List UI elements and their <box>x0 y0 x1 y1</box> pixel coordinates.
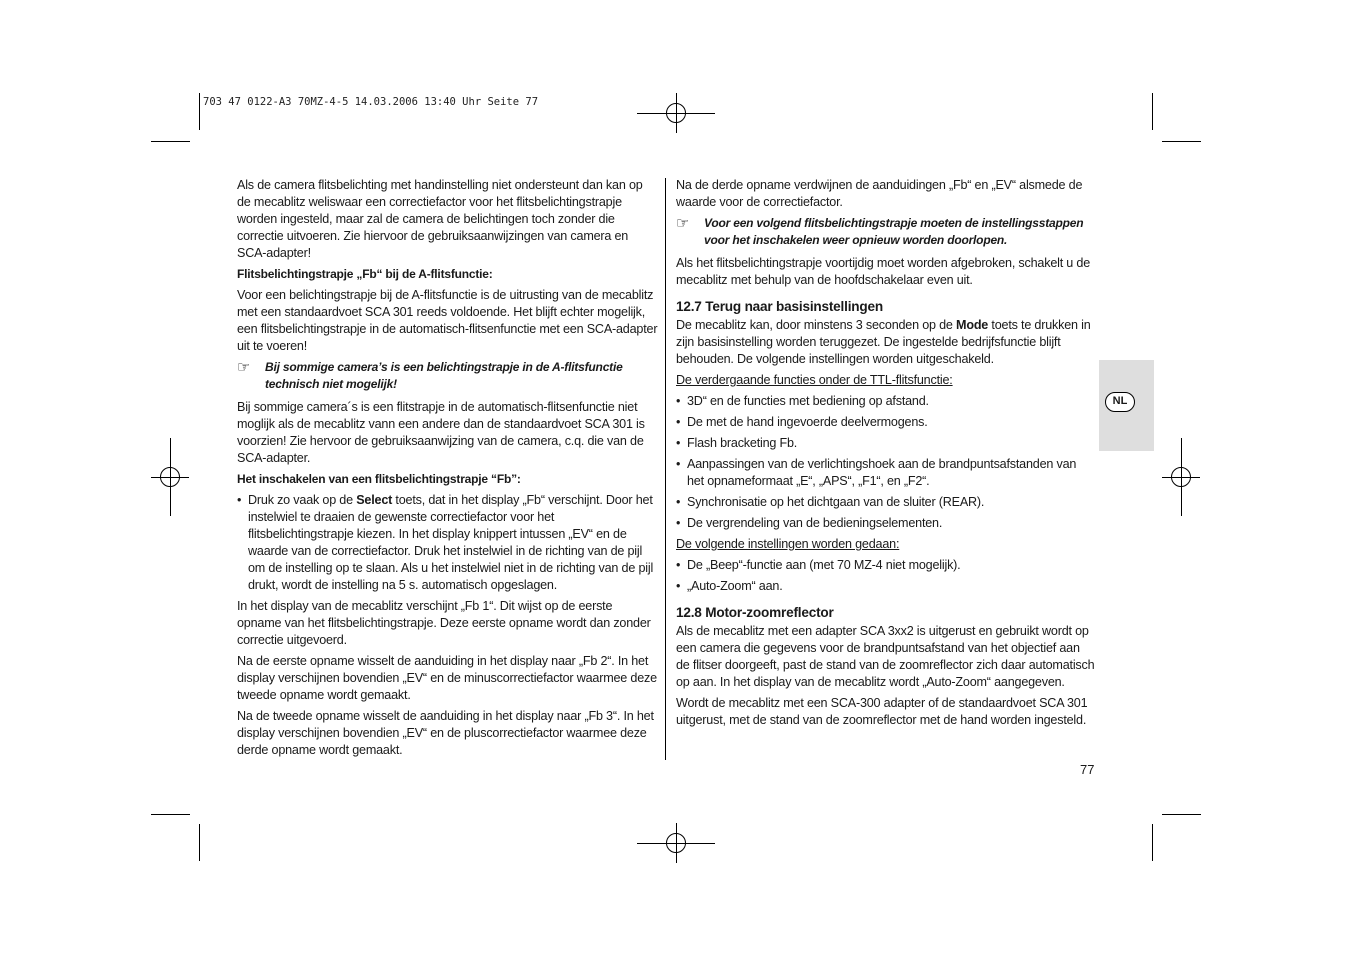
paragraph: Voor een belichtingstrapje bij de A-flitsfunctie is de uitrusting van de mecablitz met een standaardvoet SCA 301 reeds voldoende. Het blijft echter mogelijk, een flitsbelichtingstrapje in de automatisch-flitsenfunctie met een SCA-adapter uit te voeren! <box>237 288 658 353</box>
pointing-hand-icon: ☞ <box>237 359 251 376</box>
paragraph: Wordt de mecablitz met een SCA-300 adapter of de standaardvoet SCA 301 uitgerust, met de stand van de zoomreflector met de hand worden ingesteld. <box>676 696 1088 727</box>
bold-run: Select <box>356 493 393 507</box>
list-item-text: „Auto-Zoom“ aan. <box>687 579 783 593</box>
list-item <box>676 393 1096 410</box>
underlined-subheading: De volgende instellingen worden gedaan: <box>676 537 900 551</box>
bullet-list <box>676 393 1096 532</box>
list-item-text: De „Beep“-functie aan (met 70 MZ-4 niet mogelijk). <box>687 558 961 572</box>
column-divider <box>665 178 666 760</box>
list-item-text: Flash bracketing Fb. <box>687 436 798 450</box>
note <box>237 359 659 393</box>
print-header: 703 47 0122-A3 70MZ-4-5 14.03.2006 13:40 Uhr Seite 77 <box>203 96 539 108</box>
page-number: 77 <box>1080 762 1095 777</box>
section-heading: 12.7 Terug naar basisinstellingen <box>676 299 883 314</box>
list-item <box>676 578 1096 595</box>
pointing-hand-icon: ☞ <box>676 215 690 232</box>
bullet-list <box>237 492 659 594</box>
bullet-icon: • <box>676 436 681 450</box>
bullet-icon: • <box>676 579 681 593</box>
list-item <box>676 456 1096 490</box>
list-item-text: De met de hand ingevoerde deelvermogens. <box>687 415 928 429</box>
bullet-list <box>676 557 1096 595</box>
list-item-text: Aanpassingen van de verlichtingshoek aan de brandpuntsafstanden van het opnameformaat „E“, „APS“, „F1“, en „F2“. <box>687 457 1077 488</box>
bullet-icon: • <box>676 457 681 471</box>
bold-run: Mode <box>956 318 989 332</box>
paragraph: Bij sommige camera´s is een flitstrapje in de automatisch-flitsenfunctie niet moglijk als de mecablitz vann een andere dan de standaardvoet SCA 301 is voorzien! Zie hervoor de gebruiksaanwijzing van de camera, c.q. die van de SCA-adapter. <box>237 400 645 465</box>
list-item-text <box>248 492 659 594</box>
paragraph <box>676 317 1096 368</box>
bullet-icon: • <box>676 394 681 408</box>
right-column <box>676 177 1096 733</box>
list-item <box>676 435 1096 452</box>
bullet-icon: • <box>676 495 681 509</box>
list-item <box>676 557 1096 574</box>
note <box>676 215 1096 249</box>
bullet-icon: • <box>237 493 242 507</box>
list-item-text: De vergrendeling van de bedieningselementen. <box>687 516 943 530</box>
list-item-text: 3D“ en de functies met bediening op afstand. <box>687 394 929 408</box>
text-run: toets te drukken in zijn basisinstelling worden teruggezet. De ingestelde bedrijfsfunctie blijft behouden. De volgende instellingen worden uitgeschakeld. <box>676 318 1091 366</box>
subheading: Het inschakelen van een flitsbelichtingstrapje “Fb”: <box>237 472 521 486</box>
text-run: Druk zo vaak op de <box>248 493 357 507</box>
paragraph: Als de camera flitsbelichting met handinstelling niet ondersteunt dan kan op de mecablitz weliswaar een correctiefactor voor het flitsbelichtingstrapje worden ingesteld, maar zal de camera de belichtingen toch zonder die correctie uitvoeren. Zie hiervoor de gebruiksaanwijzingen van camera en SCA-adapter! <box>237 178 643 260</box>
text-run: toets, dat in het display „Fb“ verschijnt. Door het instelwiel te draaien de gewenste correctiefactor voor het flitsbelichtingstrapje kiezen. In het display knippert intussen „EV“ en de waarde van de correctiefactor. Druk het instelwiel in de richting van de pijl om de instelling op te slaan. Als u het instelwiel niet in de richting van de pijl drukt, wordt de instelling na 5 s. automatisch opgeslagen. <box>248 493 654 592</box>
text-run: De mecablitz kan, door minstens 3 seconden op de <box>676 318 957 332</box>
subheading: Flitsbelichtingstrapje „Fb“ bij de A-flitsfunctie: <box>237 267 493 281</box>
paragraph: Na de eerste opname wisselt de aanduiding in het display naar „Fb 2“. In het display verschijnen bovendien „EV“ en de minuscorrectiefactor waarmee deze tweede opname wordt gemaakt. <box>237 654 657 702</box>
list-item <box>676 515 1096 532</box>
bullet-icon: • <box>676 558 681 572</box>
bullet-icon: • <box>676 516 681 530</box>
paragraph: Na de tweede opname wisselt de aanduiding in het display naar „Fb 3“. In het display verschijnen bovendien „EV“ en de pluscorrectiefactor waarmee deze derde opname wordt gemaakt. <box>237 709 654 757</box>
list-item <box>237 492 659 594</box>
note-text: Bij sommige camera’s is een belichtingstrapje in de A-flitsfunctie technisch niet mogelijk! <box>265 360 623 391</box>
underlined-subheading: De verdergaande functies onder de TTL-flitsfunctie: <box>676 373 953 387</box>
language-badge: NL <box>1105 392 1135 412</box>
note-text: Voor een volgend flitsbelichtingstrapje moeten de instellingsstappen voor het inschakelen weer opnieuw worden doorlopen. <box>704 216 1084 247</box>
paragraph: Als de mecablitz met een adapter SCA 3xx2 is uitgerust en gebruikt wordt op een camera die gegevens voor de brandpuntsafstand van het objectief aan de flitser doorgeeft, past de stand van de zoomreflector zich daar automatisch op aan. In het display van de mecablitz wordt „Auto-Zoom“ aangegeven. <box>676 624 1095 689</box>
list-item <box>676 494 1096 511</box>
list-item-text: Synchronisatie op het dichtgaan van de sluiter (REAR). <box>687 495 985 509</box>
section-heading: 12.8 Motor-zoomreflector <box>676 605 834 620</box>
list-item <box>676 414 1096 431</box>
bullet-icon: • <box>676 415 681 429</box>
paragraph: Als het flitsbelichtingstrapje voortijdig moet worden afgebroken, schakelt u de mecablitz met behulp van de hoofdschakelaar even uit. <box>676 256 1091 287</box>
left-column <box>237 177 659 763</box>
paragraph: Na de derde opname verdwijnen de aanduidingen „Fb“ en „EV“ alsmede de waarde voor de correctiefactor. <box>676 178 1083 209</box>
paragraph: In het display van de mecablitz verschijnt „Fb 1“. Dit wijst op de eerste opname van het flitsbelichtingstrapje. Deze eerste opname wordt dan zonder correctie uitgevoerd. <box>237 599 651 647</box>
